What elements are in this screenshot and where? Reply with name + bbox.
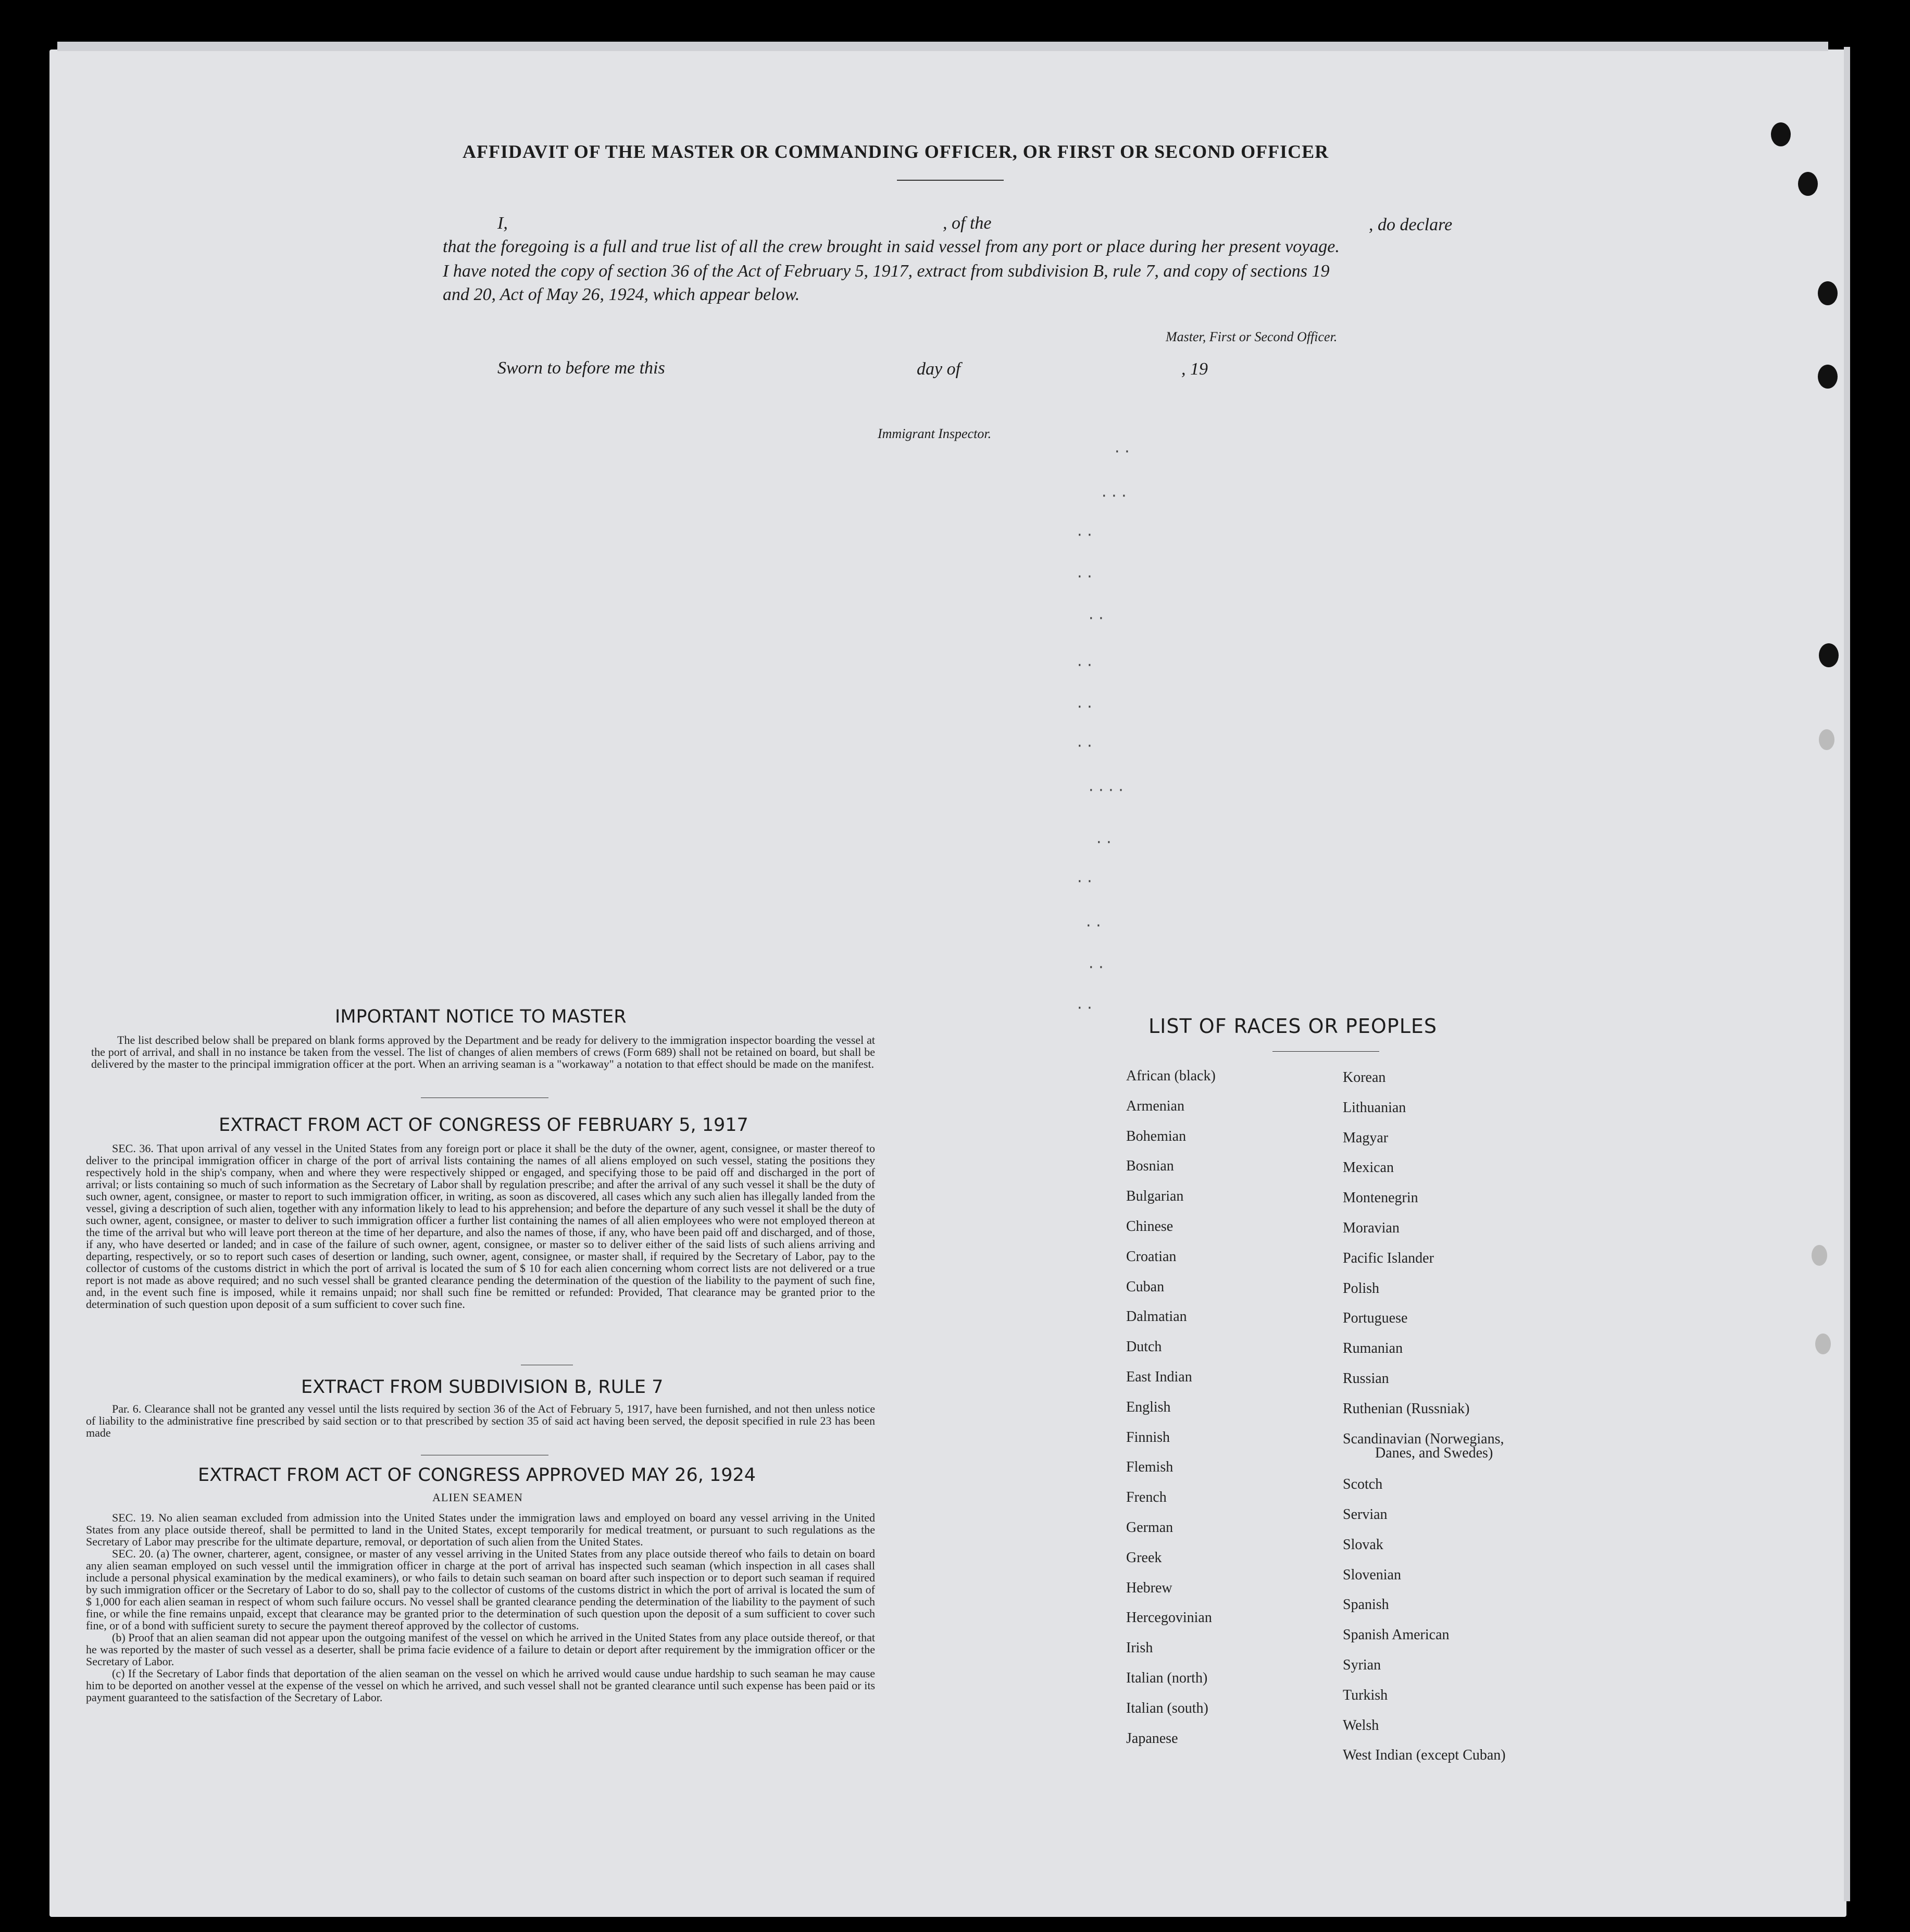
- punch-hole: [1819, 729, 1834, 750]
- affidavit-line3: I have noted the copy of section 36 of the Act of February 5, 1917, extract from subdivision B, rule 7, and copy of sections 19: [443, 261, 1330, 281]
- race-item: Turkish: [1343, 1687, 1388, 1703]
- race-item: Cuban: [1126, 1278, 1165, 1295]
- race-item: Russian: [1343, 1370, 1389, 1387]
- race-item: Mexican: [1343, 1160, 1394, 1176]
- race-item: Spanish American: [1343, 1627, 1450, 1643]
- race-item: Slovenian: [1343, 1566, 1401, 1583]
- notice-body: [91, 1034, 875, 1070]
- race-item: Lithuanian: [1343, 1099, 1406, 1116]
- subdivision-b-body: [86, 1403, 875, 1439]
- affidavit-declare: , do declare: [1369, 215, 1453, 234]
- signature-label: Master, First or Second Officer.: [1166, 329, 1338, 344]
- page-edge-top: [57, 42, 1828, 51]
- race-item: Ruthenian (Russniak): [1343, 1400, 1470, 1417]
- sec20a-text: SEC. 20. (a) The owner, charterer, agent, consignee, or master of any vessel arriving in the United States from any place outside thereof who fails to detain on board any alien seaman employed on such vessel until the immigration officer in charge at the port of arrival has inspected such seaman (which inspection in all cases shall include a personal physical examination by the medical examiners), or who fails to detain such seaman on board after such inspection or to deport such seaman if required by such immigration officer or the Secretary of Labor to do so, shall pay to the collector of customs of the customs district in which the port of arrival is located the sum of $ 1,000 for each alien seaman in respect of whom such failure occurs. No vessel shall be granted clearance pending the determination of the liability to the payment of such fine, or while the fine remains unpaid, except that clearance may be granted prior to the determination of such question upon the deposit of a sum sufficient to cover such fine, or of a bond with sufficient surety to secure the payment thereof approved by the collector of customs.: [86, 1547, 875, 1632]
- dot-marks: · ·: [1089, 609, 1104, 628]
- dot-marks: · ·: [1077, 656, 1092, 675]
- race-item: Bosnian: [1126, 1158, 1174, 1175]
- dot-marks: · ·: [1115, 443, 1130, 461]
- race-item: Montenegrin: [1343, 1190, 1418, 1206]
- race-item: German: [1126, 1519, 1174, 1536]
- extract-1917-body: [86, 1142, 875, 1310]
- race-item: Servian: [1343, 1506, 1388, 1523]
- race-item: Italian (south): [1126, 1700, 1208, 1716]
- dot-marks: · · · ·: [1089, 781, 1123, 800]
- race-item: Hercegovinian: [1126, 1610, 1212, 1626]
- extract-1917-title: EXTRACT FROM ACT OF CONGRESS OF FEBRUARY 5, 1917: [219, 1115, 748, 1136]
- punch-hole: [1815, 1333, 1831, 1354]
- race-item: Italian (north): [1126, 1670, 1208, 1686]
- punch-hole: [1818, 365, 1838, 389]
- race-item: Greek: [1126, 1549, 1162, 1566]
- race-item: Magyar: [1343, 1129, 1389, 1146]
- race-item: Flemish: [1126, 1459, 1174, 1476]
- race-item: Bulgarian: [1126, 1188, 1184, 1205]
- affidavit-of-the: , of the: [943, 214, 992, 233]
- race-item: Japanese: [1126, 1730, 1178, 1747]
- race-item: East Indian: [1126, 1369, 1192, 1385]
- sec20b-text: (b) Proof that an alien seaman did not appear upon the outgoing manifest of the vessel on which he arrived in the United States from any place outside thereof, or that he was reported by the master of such vessel as a deserter, shall be prima facie evidence of a failure to detain or deport after requirement by the immigration officer or the Secretary of Labor.: [86, 1631, 875, 1668]
- affidavit-i: I,: [497, 214, 508, 233]
- race-item: Moravian: [1343, 1220, 1400, 1236]
- punch-hole: [1812, 1245, 1827, 1266]
- race-item: Scotch: [1343, 1476, 1383, 1493]
- dot-marks: · ·: [1077, 568, 1092, 586]
- race-item: French: [1126, 1489, 1167, 1506]
- extract-1924-title: EXTRACT FROM ACT OF CONGRESS APPROVED MAY 26, 1924: [198, 1465, 756, 1486]
- dot-marks: · ·: [1089, 958, 1104, 977]
- punch-hole: [1771, 122, 1791, 146]
- race-item: Croatian: [1126, 1248, 1177, 1265]
- notice-title: IMPORTANT NOTICE TO MASTER: [335, 1006, 627, 1027]
- race-item: Bohemian: [1126, 1128, 1187, 1144]
- race-item: African (black): [1126, 1068, 1216, 1084]
- affidavit-line2: that the foregoing is a full and true list of all the crew brought in said vessel from any port or place during her present voyage.: [443, 237, 1340, 256]
- race-item: Hebrew: [1126, 1579, 1172, 1596]
- extract-1924-body: [86, 1512, 875, 1703]
- dot-marks: · ·: [1096, 833, 1112, 852]
- race-item: Danes, and Swedes): [1375, 1445, 1493, 1462]
- dot-marks: · ·: [1077, 737, 1092, 755]
- title-rule: [897, 180, 1004, 181]
- race-item: English: [1126, 1399, 1171, 1415]
- notice-text: The list described below shall be prepared on blank forms approved by the Department and be ready for delivery to the immigration inspector boarding the vessel at the port of arrival, and shall in no instance be taken from the vessel. The list of changes of alien members of crews (Form 689) shall not be retained on board, but shall be delivered by the master to the principal immigration officer at the port. When an arriving seaman is a "workaway" a notation to that effect should be made on the manifest.: [91, 1033, 875, 1070]
- dot-marks: · ·: [1077, 872, 1092, 891]
- races-rule: [1272, 1051, 1379, 1052]
- sec19-text: SEC. 19. No alien seaman excluded from admission into the United States under the immigration laws and employed on board any vessel arriving in the United States from any place outside thereof, shall be permitted to land in the United States, except temporarily for medical treatment, or pursuant to such regulations as the Secretary of Labor may prescribe for the ultimate departure, removal, or deportation of such alien from the United States.: [86, 1511, 875, 1548]
- punch-hole: [1798, 172, 1818, 196]
- year-19: , 19: [1181, 359, 1208, 379]
- race-item: Slovak: [1343, 1536, 1383, 1553]
- race-item: Finnish: [1126, 1429, 1170, 1445]
- subdivision-b-title: EXTRACT FROM SUBDIVISION B, RULE 7: [301, 1377, 664, 1398]
- race-item: Polish: [1343, 1280, 1380, 1297]
- page-edge: [1844, 47, 1850, 1901]
- race-item: Spanish: [1343, 1597, 1389, 1613]
- dot-marks: · ·: [1086, 917, 1101, 935]
- affidavit-title: AFFIDAVIT OF THE MASTER OR COMMANDING OFFICER, OR FIRST OR SECOND OFFICER: [463, 141, 1329, 162]
- race-item: Syrian: [1343, 1657, 1381, 1673]
- race-item: Chinese: [1126, 1218, 1174, 1235]
- sworn-text: Sworn to before me this: [497, 358, 665, 378]
- day-of: day of: [917, 359, 961, 379]
- race-item: Portuguese: [1343, 1310, 1408, 1327]
- race-item: Irish: [1126, 1640, 1153, 1656]
- race-item: Scandinavian (Norwegians,: [1343, 1430, 1504, 1447]
- dot-marks: · ·: [1077, 999, 1092, 1017]
- inspector-label: Immigrant Inspector.: [878, 426, 992, 441]
- race-item: Welsh: [1343, 1717, 1379, 1734]
- race-item: West Indian (except Cuban): [1343, 1747, 1506, 1764]
- dot-marks: · ·: [1077, 526, 1092, 544]
- sec36-text: SEC. 36. That upon arrival of any vessel in the United States from any foreign port or place it shall be the duty of the owner, agent, consignee, or master thereof to deliver to the principal immigration officer in charge of the port of arrival lists containing the names of all aliens employed on such vessel, stating the positions they respectively hold in the ship's company, when and where they were respectively shipped or engaged, and specifying those to be paid off and discharged in the port of arrival; or lists containing so much of such information as the Secretary of Labor shall by regulation prescribe; and after the arrival of any such vessel it shall be the duty of such owner, agent, consignee, or master to report to such immigration officer, in writing, as soon as discovered, all cases which any such alien has illegally landed from the vessel, giving a description of such alien, together with any information likely to lead to his apprehension; and before the departure of any such vessel it shall be the duty of such owner, agent, consignee, or master to deliver to such immigration officer a further list containing the names of all alien employees who were not employed thereon at the time of the arrival but who will leave port thereon at the time of her departure, and also the names of those, if any, who have been paid off and discharged, and of those, if any, who have deserted or landed; and in case of the failure of such owner, agent, consignee, or master so to deliver either of the said lists of such aliens arriving and departing, respectively, or so to report such cases of desertion or landing, such owner, agent, consignee, or master shall, if required by the Secretary of Labor, pay to the collector of customs of the customs district in which the port of arrival is located the sum of $ 10 for each alien concerning whom correct lists are not delivered or a true report is not made as above required; and no such vessel shall be granted clearance pending the determination of the question of the liability to the payment of such fine, and, in the event such fine is imposed, while it remains unpaid; nor shall such fine be remitted or refunded: Provided, That clearance may be granted prior to the determination of such question upon deposit of a sum sufficient to cover such fine.: [86, 1142, 875, 1311]
- dot-marks: · · ·: [1102, 487, 1127, 505]
- rule7-text: Par. 6. Clearance shall not be granted any vessel until the lists required by section 36 of the Act of February 5, 1917, have been furnished, and not then unless notice of liability to the administrative fine prescribed by said section or to that prescribed by section 35 of said act having been served, the deposit specified in rule 23 has been made: [86, 1402, 875, 1439]
- race-item: Dalmatian: [1126, 1308, 1187, 1325]
- sec20c-text: (c) If the Secretary of Labor finds that deportation of the alien seaman on the vessel on which he arrived would cause undue hardship to such seaman he may cause him to be deported on another vessel at the expense of the vessel on which he arrived, and such vessel shall not be granted clearance until such expense has been paid or its payment guaranteed to the satisfaction of the Secretary of Labor.: [86, 1667, 875, 1704]
- alien-seamen-subtitle: ALIEN SEAMEN: [432, 1491, 523, 1504]
- race-item: Armenian: [1126, 1098, 1184, 1114]
- affidavit-line4: and 20, Act of May 26, 1924, which appear below.: [443, 285, 800, 304]
- race-item: Pacific Islander: [1343, 1250, 1434, 1266]
- race-item: Korean: [1343, 1069, 1386, 1086]
- dot-marks: · ·: [1077, 698, 1092, 716]
- punch-hole: [1819, 643, 1839, 667]
- race-item: Dutch: [1126, 1339, 1162, 1355]
- race-item: Rumanian: [1343, 1340, 1403, 1357]
- races-title: LIST OF RACES OR PEOPLES: [1149, 1015, 1438, 1038]
- punch-hole: [1818, 281, 1838, 305]
